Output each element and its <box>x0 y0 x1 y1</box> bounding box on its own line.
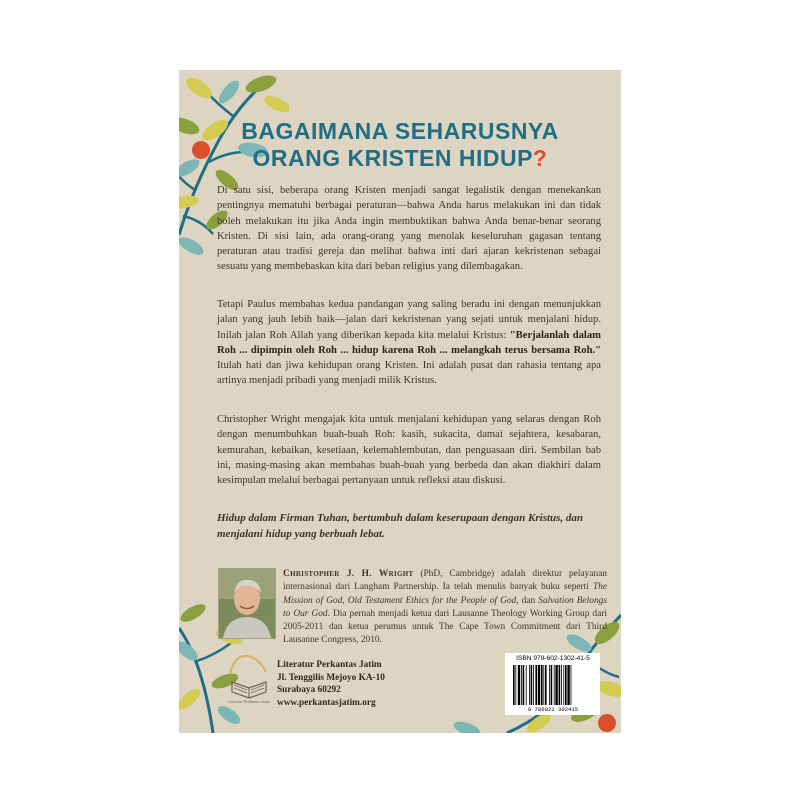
publisher-logo-icon <box>226 652 272 704</box>
publisher-address-2: Surabaya 60292 <box>277 685 341 696</box>
book-back-cover <box>179 70 621 733</box>
paragraph-2-quote: "Berjalanlah dalam Roh ... dipimpin oleh Roh ... hidup karena Roh ... melangkah terus bersama Roh." <box>217 329 601 356</box>
book-title-2: Old Testament Ethics for the People of God <box>347 595 517 606</box>
author-bio <box>283 568 607 648</box>
title-line-2 <box>179 145 621 171</box>
title-line-1: BAGAIMANA SEHARUSNYA <box>241 118 559 144</box>
svg-text:Literatur Perkantas Jatim: Literatur Perkantas Jatim <box>228 699 270 704</box>
book-title-1: The Mission of God <box>283 582 607 606</box>
barcode-digits: 9 786021 302415 <box>527 706 579 713</box>
publisher-info <box>277 659 385 709</box>
author-bio-text-1: (PhD, Cambridge) adalah direktur pelayanan internasional dari Langham Partnership. Ia telah menulis banyak buku seperti <box>283 569 607 593</box>
tagline: Hidup dalam Firman Tuhan, bertumbuh dalam keserupaan dengan Kristus, dan menjalani hidup yang berbuah lebat. <box>217 512 584 540</box>
author-bio-text-4: . Dia pernah menjadi ketua dari Lausanne Theology Working Group dari 2005-2011 dan ketua perumus untuk The Cape Town Commitment dari Third Lausanne Congress, 2010. <box>283 608 607 646</box>
publisher-website: www.perkantasjatim.org <box>277 697 376 708</box>
author-photo <box>218 568 276 639</box>
isbn-text: ISBN 978-602-1302-41-5 <box>516 655 590 662</box>
paragraph-2 <box>217 297 601 389</box>
publisher-name: Literatur Perkantas Jatim <box>277 660 382 670</box>
publisher-address-1: Jl. Tenggilis Mejoyo KA-10 <box>277 672 385 683</box>
orange-fruit-icon <box>598 714 616 732</box>
title-line-2-text: ORANG KRISTEN HIDUP <box>252 145 533 171</box>
author-bio-text-3: , dan <box>516 595 539 606</box>
barcode-icon <box>505 653 600 715</box>
paragraph-2-text-b: Itulah hati dan jiwa kehidupan orang Kristen. Ini adalah pusat dan rahasia tentang apa artinya menjadi pribadi yang menjadi milik Kristus. <box>217 360 601 387</box>
title-question-mark: ? <box>532 145 548 171</box>
author-name: Christopher J. H. Wright <box>283 569 414 579</box>
paragraph-2-text-a: Tetapi Paulus membahas kedua pandangan yang saling beradu ini dengan menunjukkan jalan yang jauh lebih baik—jalan dari kekristenan yang sejati untuk menjalani hidup. Inilah jalan Roh Allah yang diberikan kepada kita melalui Kristus: <box>217 299 601 341</box>
author-bio-text-2: , <box>342 595 348 606</box>
book-title-3: Salvation Belongs to Our God <box>283 595 607 619</box>
paragraph-1: Di satu sisi, beberapa orang Kristen menjadi sangat legalistik dengan menekankan pentingnya mematuhi berbagai peraturan—bahwa Anda harus melakukan ini dan tidak boleh melakukan itu jika Anda ingin membuktikan bahwa Anda benar-benar seorang Kristen. Di sisi lain, ada orang-orang yang menolak keseluruhan gagasan tentang peraturan atau tradisi gereja dan melihat bahwa inti dari ajaran kekristenan sebagai sesuatu yang membebaskan kita dari beban religius yang dilembagakan. <box>217 185 601 273</box>
paragraph-3: Christopher Wright mengajak kita untuk menjalani kehidupan yang selaras dengan Roh dengan menumbuhkan buah-buah Roh: kasih, sukacita, damai sejahtera, kesabaran, kemurahan, kebaikan, kesetiaan, kelemahlembutan, dan penguasaan diri. Sembilan bab ini, masing-masing akan membahas buah-buah yang berbeda dan akan diakhiri dalam kesimpulan melalui berbagai pertanyaan untuk refleksi atau diskusi. <box>217 414 601 487</box>
